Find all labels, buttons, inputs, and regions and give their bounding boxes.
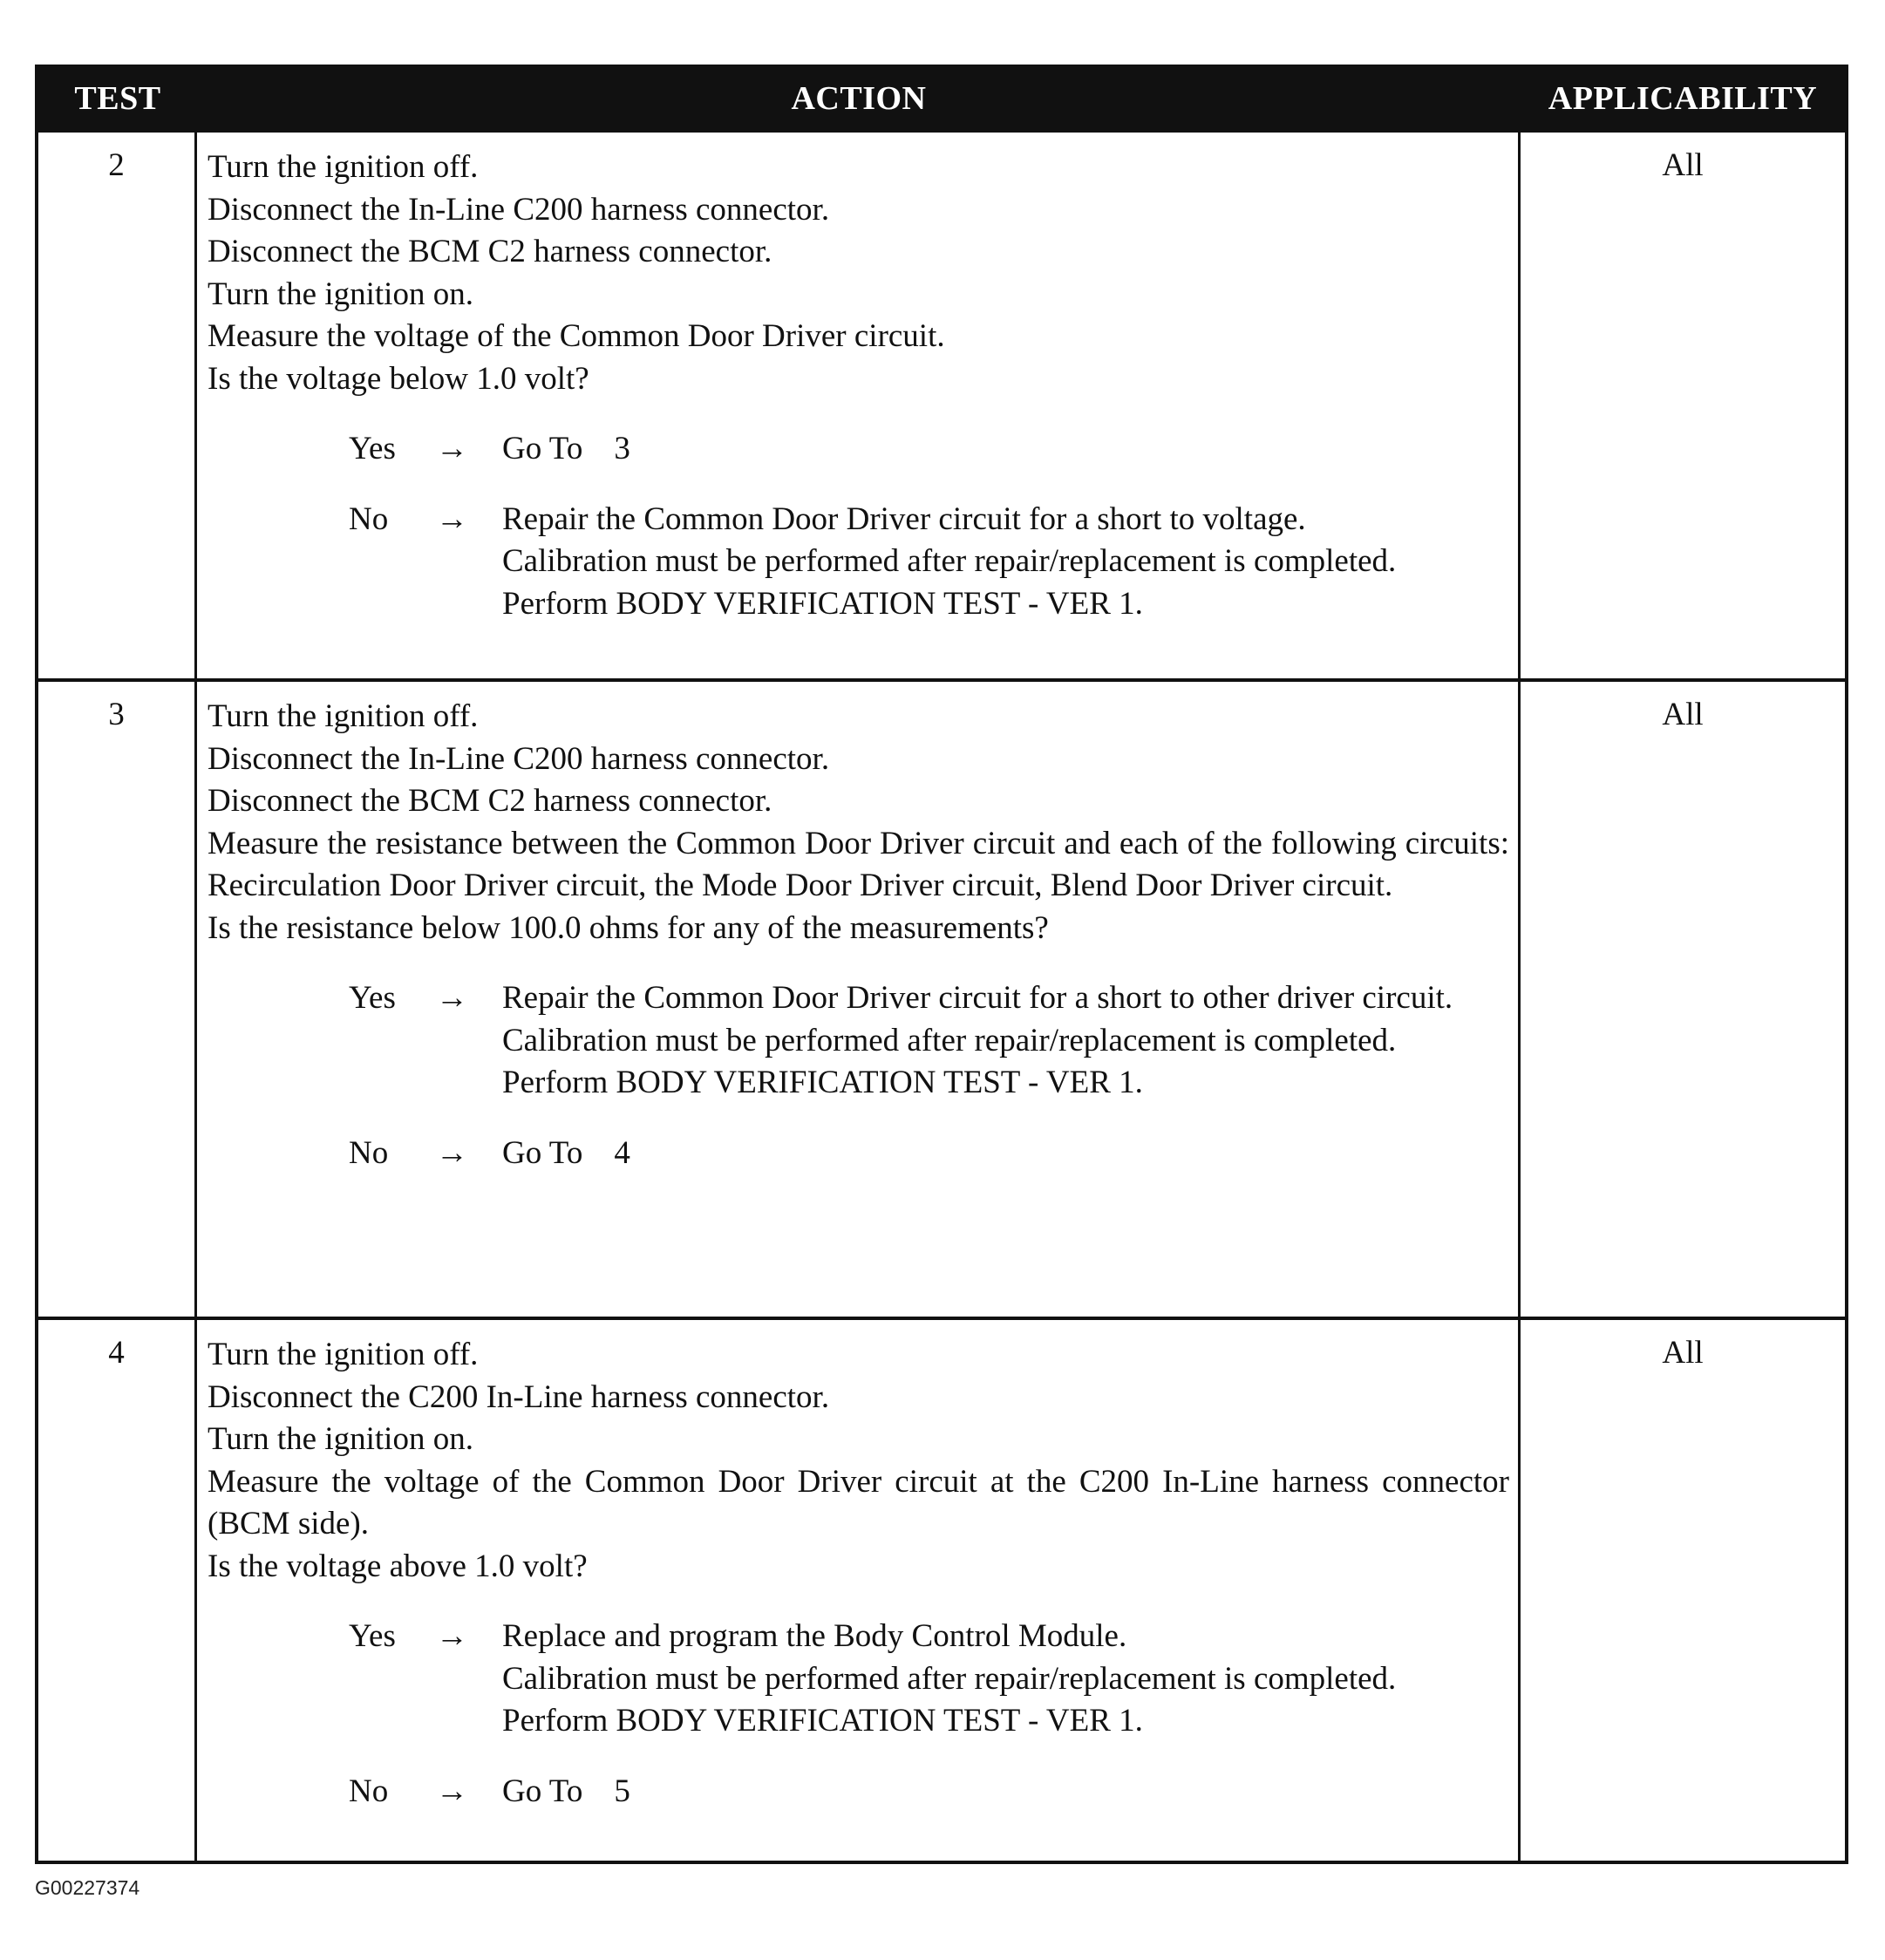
action-cell xyxy=(197,1320,1521,1861)
no-branch xyxy=(208,499,1509,626)
instruction-line: Perform BODY VERIFICATION TEST - VER 1. xyxy=(502,1703,1143,1739)
step-list xyxy=(208,1334,1509,1588)
instruction-line: Calibration must be performed after repair/replacement is completed. xyxy=(502,543,1397,579)
step: Measure the resistance between the Common Door Driver circuit and each of the following circuits: Recirculation Door Driver circuit, the Mode Door Driver circuit, Blend Door Driver circuit. xyxy=(208,825,1509,903)
applicability-cell: All xyxy=(1662,1335,1704,1371)
goto-number: 4 xyxy=(614,1134,630,1171)
yes-branch xyxy=(208,1616,1509,1743)
instruction-line: Calibration must be performed after repair/replacement is completed. xyxy=(502,1660,1397,1697)
test-number: 3 xyxy=(38,682,197,1317)
step: Is the resistance below 100.0 ohms for any of the measurements? xyxy=(208,909,1049,946)
goto-instruction xyxy=(502,428,1509,471)
arrow-icon: → xyxy=(436,1618,468,1654)
table-row xyxy=(38,678,1845,1317)
arrow-icon: → xyxy=(436,980,468,1016)
no-branch xyxy=(208,1771,1509,1814)
step: Disconnect the BCM C2 harness connector. xyxy=(208,234,772,269)
header-test: TEST xyxy=(74,80,161,117)
header-action: ACTION xyxy=(791,80,927,117)
goto-number: 3 xyxy=(614,431,630,466)
goto-label: Go To xyxy=(502,1134,583,1171)
arrow-icon: → xyxy=(436,431,468,466)
goto-label: Go To xyxy=(502,431,583,466)
table-row xyxy=(38,129,1845,678)
step-list xyxy=(208,696,1509,949)
step: Disconnect the BCM C2 harness connector. xyxy=(208,783,772,819)
arrow-icon: → xyxy=(436,1134,468,1171)
test-number: 2 xyxy=(38,133,197,678)
applicability-cell: All xyxy=(1662,697,1704,732)
step: Turn the ignition off. xyxy=(208,698,479,734)
no-label: No xyxy=(349,1134,389,1171)
step: Turn the ignition on. xyxy=(208,276,473,312)
repair-instructions xyxy=(502,977,1509,1105)
repair-instructions xyxy=(502,1616,1509,1743)
step: Measure the voltage of the Common Door Driver circuit at the C200 In-Line harness connector (BCM side). xyxy=(208,1463,1509,1541)
goto-number: 5 xyxy=(614,1773,630,1809)
step: Is the voltage below 1.0 volt? xyxy=(208,360,589,397)
step: Measure the voltage of the Common Door Driver circuit. xyxy=(208,318,945,354)
figure-id: G00227374 xyxy=(35,1876,140,1899)
header-applicability: APPLICABILITY xyxy=(1548,80,1818,117)
step: Disconnect the In-Line C200 harness connector. xyxy=(208,740,830,777)
applicability-cell: All xyxy=(1662,147,1704,183)
yes-branch xyxy=(208,977,1509,1105)
goto-instruction xyxy=(502,1133,1509,1175)
diagnostic-test-table xyxy=(35,65,1848,1864)
instruction-line: Perform BODY VERIFICATION TEST - VER 1. xyxy=(502,1065,1143,1100)
step: Disconnect the C200 In-Line harness connector. xyxy=(208,1378,830,1415)
step-list xyxy=(208,146,1509,400)
yes-label: Yes xyxy=(349,980,396,1016)
step: Turn the ignition off. xyxy=(208,149,479,185)
instruction-line: Repair the Common Door Driver circuit for a short to other driver circuit. xyxy=(502,980,1453,1016)
instruction-line: Perform BODY VERIFICATION TEST - VER 1. xyxy=(502,585,1143,622)
goto-instruction xyxy=(502,1771,1509,1814)
yes-branch xyxy=(208,428,1509,471)
step: Turn the ignition on. xyxy=(208,1421,473,1457)
table-header xyxy=(38,68,1845,129)
repair-instructions xyxy=(502,499,1509,626)
step: Turn the ignition off. xyxy=(208,1337,479,1372)
yes-label: Yes xyxy=(349,431,396,466)
yes-label: Yes xyxy=(349,1618,396,1654)
arrow-icon: → xyxy=(436,1773,468,1809)
test-number: 4 xyxy=(38,1320,197,1861)
table-row xyxy=(38,1317,1845,1861)
instruction-line: Replace and program the Body Control Module. xyxy=(502,1618,1127,1654)
action-cell xyxy=(197,682,1521,1317)
no-branch xyxy=(208,1133,1509,1175)
goto-label: Go To xyxy=(502,1773,583,1809)
action-cell xyxy=(197,133,1521,678)
step: Disconnect the In-Line C200 harness connector. xyxy=(208,191,830,228)
step: Is the voltage above 1.0 volt? xyxy=(208,1548,588,1584)
instruction-line: Repair the Common Door Driver circuit for a short to voltage. xyxy=(502,500,1306,537)
no-label: No xyxy=(349,1773,389,1809)
no-label: No xyxy=(349,500,389,537)
instruction-line: Calibration must be performed after repair/replacement is completed. xyxy=(502,1022,1397,1058)
arrow-icon: → xyxy=(436,500,468,537)
